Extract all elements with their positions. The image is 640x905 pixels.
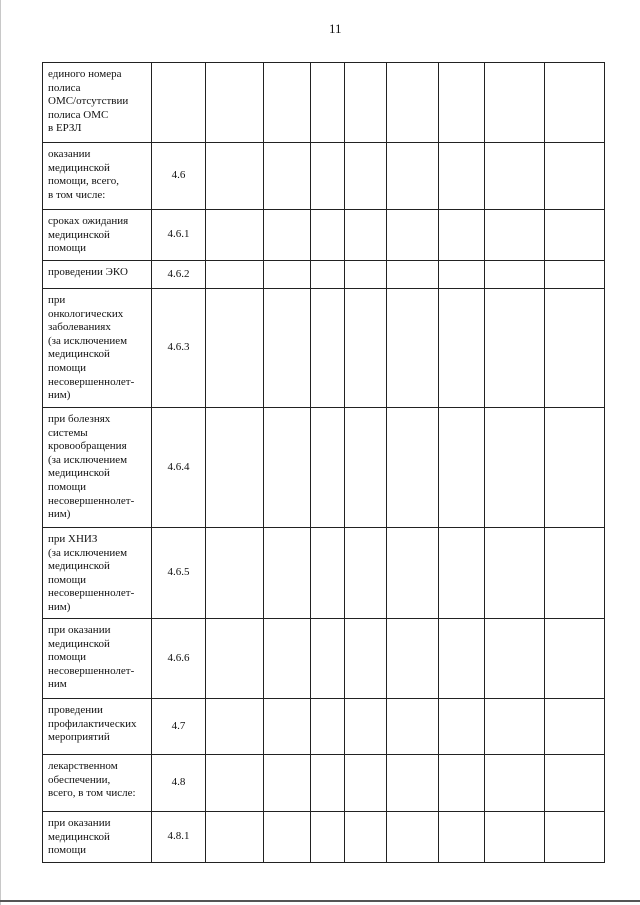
empty-cell [387, 143, 439, 210]
empty-cell [206, 408, 264, 528]
empty-cell [311, 528, 345, 619]
table-row [43, 812, 605, 863]
table-row [43, 408, 605, 528]
empty-cell [387, 408, 439, 528]
empty-cell [345, 289, 387, 408]
empty-cell [439, 261, 485, 289]
empty-cell [387, 63, 439, 143]
row-code: 4.6.4 [152, 408, 206, 528]
empty-cell [345, 699, 387, 755]
empty-cell [345, 210, 387, 261]
table-row [43, 261, 605, 289]
empty-cell [439, 528, 485, 619]
empty-cell [345, 143, 387, 210]
empty-cell [545, 699, 605, 755]
row-label: при ХНИЗ (за исключением медицинской помощи несовершеннолет- ним) [43, 528, 152, 619]
empty-cell [206, 619, 264, 699]
empty-cell [311, 619, 345, 699]
row-label: при оказании медицинской помощи несовершеннолет- ним [43, 619, 152, 699]
empty-cell [206, 289, 264, 408]
empty-cell [345, 261, 387, 289]
empty-cell [206, 261, 264, 289]
row-label: оказании медицинской помощи, всего, в том числе: [43, 143, 152, 210]
empty-cell [311, 289, 345, 408]
empty-cell [485, 699, 545, 755]
table-row [43, 755, 605, 812]
page-number: 11 [329, 21, 342, 36]
empty-cell [485, 261, 545, 289]
empty-cell [545, 143, 605, 210]
empty-cell [439, 408, 485, 528]
table-row [43, 619, 605, 699]
empty-cell [311, 210, 345, 261]
empty-cell [311, 63, 345, 143]
row-code [152, 63, 206, 143]
table-row [43, 289, 605, 408]
row-code: 4.7 [152, 699, 206, 755]
report-table [42, 62, 605, 863]
row-code: 4.6.6 [152, 619, 206, 699]
row-label: при болезнях системы кровообращения (за исключением медицинской помощи несовершеннолет- ним) [43, 408, 152, 528]
empty-cell [206, 755, 264, 812]
empty-cell [485, 63, 545, 143]
empty-cell [545, 408, 605, 528]
scan-edge-left [0, 0, 1, 905]
empty-cell [485, 755, 545, 812]
empty-cell [206, 143, 264, 210]
table-row [43, 699, 605, 755]
empty-cell [387, 699, 439, 755]
empty-cell [345, 63, 387, 143]
empty-cell [345, 812, 387, 863]
empty-cell [311, 143, 345, 210]
table-row [43, 210, 605, 261]
empty-cell [264, 528, 311, 619]
row-label: проведении ЭКО [43, 261, 152, 289]
empty-cell [387, 755, 439, 812]
empty-cell [545, 289, 605, 408]
empty-cell [485, 210, 545, 261]
row-code: 4.6.2 [152, 261, 206, 289]
empty-cell [387, 261, 439, 289]
empty-cell [485, 408, 545, 528]
row-code: 4.6 [152, 143, 206, 210]
empty-cell [545, 261, 605, 289]
empty-cell [439, 699, 485, 755]
empty-cell [545, 63, 605, 143]
empty-cell [345, 755, 387, 812]
empty-cell [206, 699, 264, 755]
empty-cell [311, 812, 345, 863]
empty-cell [264, 408, 311, 528]
row-label: лекарственном обеспечении, всего, в том числе: [43, 755, 152, 812]
empty-cell [206, 812, 264, 863]
empty-cell [439, 755, 485, 812]
empty-cell [387, 812, 439, 863]
table-row [43, 63, 605, 143]
empty-cell [545, 755, 605, 812]
empty-cell [545, 210, 605, 261]
empty-cell [387, 619, 439, 699]
table-row [43, 143, 605, 210]
row-label: при онкологических заболеваниях (за исключением медицинской помощи несовершеннолет- ним) [43, 289, 152, 408]
empty-cell [345, 528, 387, 619]
empty-cell [439, 812, 485, 863]
empty-cell [264, 143, 311, 210]
empty-cell [206, 210, 264, 261]
empty-cell [345, 619, 387, 699]
empty-cell [545, 528, 605, 619]
empty-cell [439, 63, 485, 143]
empty-cell [264, 210, 311, 261]
row-label: проведении профилактических мероприятий [43, 699, 152, 755]
empty-cell [264, 755, 311, 812]
empty-cell [485, 528, 545, 619]
empty-cell [545, 619, 605, 699]
empty-cell [485, 812, 545, 863]
table-body [43, 63, 605, 863]
empty-cell [439, 210, 485, 261]
empty-cell [387, 289, 439, 408]
row-code: 4.6.5 [152, 528, 206, 619]
empty-cell [485, 289, 545, 408]
row-code: 4.6.3 [152, 289, 206, 408]
empty-cell [206, 63, 264, 143]
empty-cell [439, 289, 485, 408]
row-label: единого номера полиса ОМС/отсутствии полиса ОМС в ЕРЗЛ [43, 63, 152, 143]
empty-cell [345, 408, 387, 528]
empty-cell [387, 210, 439, 261]
scan-edge-bottom [0, 900, 640, 902]
empty-cell [264, 812, 311, 863]
empty-cell [311, 261, 345, 289]
empty-cell [264, 63, 311, 143]
empty-cell [545, 812, 605, 863]
empty-cell [264, 699, 311, 755]
empty-cell [311, 699, 345, 755]
empty-cell [311, 408, 345, 528]
empty-cell [264, 261, 311, 289]
table-row [43, 528, 605, 619]
empty-cell [264, 289, 311, 408]
row-label: сроках ожидания медицинской помощи [43, 210, 152, 261]
row-code: 4.8.1 [152, 812, 206, 863]
row-code: 4.8 [152, 755, 206, 812]
row-code: 4.6.1 [152, 210, 206, 261]
empty-cell [311, 755, 345, 812]
empty-cell [206, 528, 264, 619]
empty-cell [387, 528, 439, 619]
empty-cell [485, 143, 545, 210]
row-label: при оказании медицинской помощи [43, 812, 152, 863]
empty-cell [439, 619, 485, 699]
empty-cell [485, 619, 545, 699]
empty-cell [264, 619, 311, 699]
empty-cell [439, 143, 485, 210]
